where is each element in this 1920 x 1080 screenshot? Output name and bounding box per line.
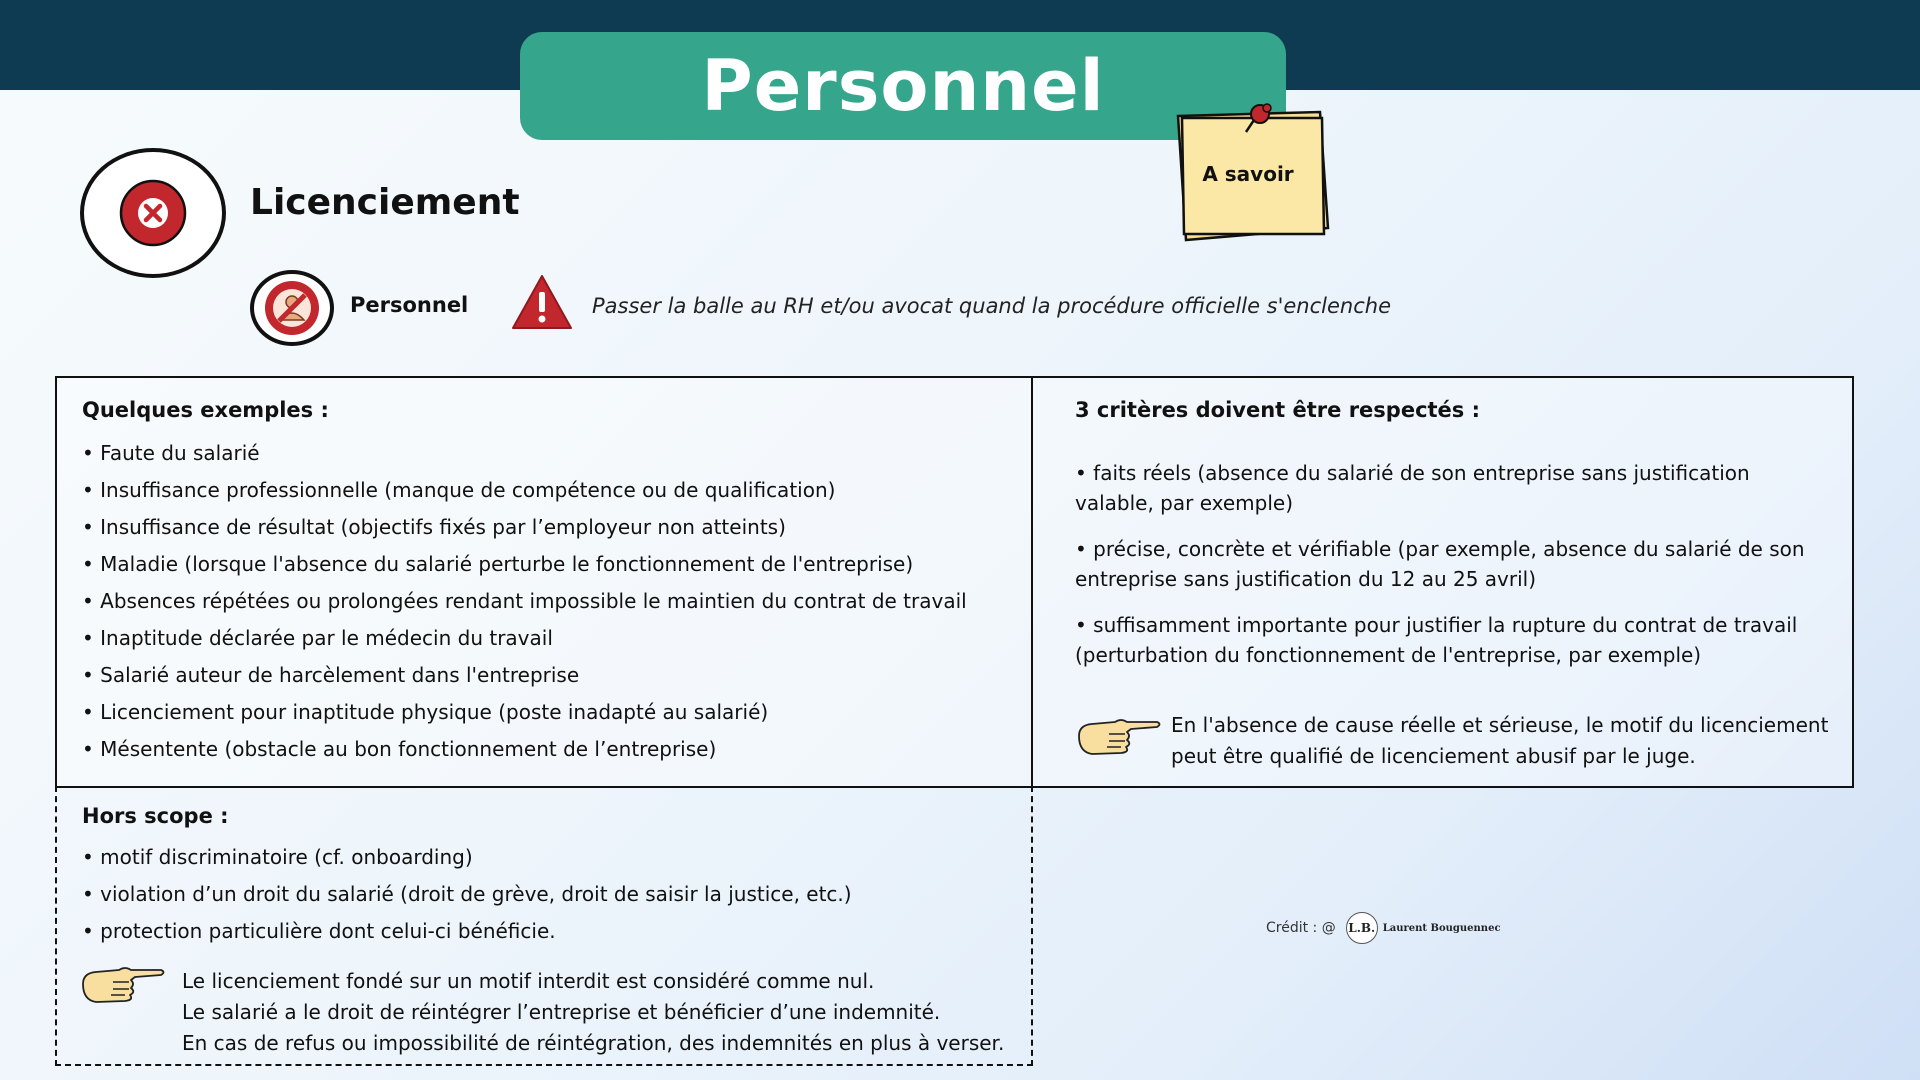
list-item: • Licenciement pour inaptitude physique (poste inadapté au salarié) — [82, 699, 967, 736]
examples-list — [82, 440, 967, 773]
out-of-scope-box — [55, 786, 1033, 1066]
credit — [1266, 912, 1501, 944]
warning-triangle-icon — [510, 272, 574, 336]
x-circle-icon — [118, 178, 188, 248]
credit-label: Crédit : @ — [1266, 920, 1336, 936]
criteria-list — [1075, 458, 1815, 686]
examples-heading: Quelques exemples : — [82, 398, 329, 422]
list-item: • violation d’un droit du salarié (droit de grève, droit de saisir la justice, etc.) — [82, 881, 852, 918]
list-item: • motif discriminatoire (cf. onboarding) — [82, 844, 852, 881]
pointing-hand-icon — [1075, 716, 1163, 758]
criteria-note — [1171, 710, 1851, 772]
warning-text: Passer la balle au RH et/ou avocat quand la procédure officielle s'enclenche — [592, 294, 1392, 318]
list-item: • Faute du salarié — [82, 440, 967, 477]
list-item: • Salarié auteur de harcèlement dans l'entreprise — [82, 662, 967, 699]
list-item: • Mésentente (obstacle au bon fonctionnement de l’entreprise) — [82, 736, 967, 773]
out-of-scope-heading: Hors scope : — [82, 804, 229, 828]
list-item: • précise, concrète et vérifiable (par exemple, absence du salarié de son entreprise sans justification du 12 au 25 avril) — [1075, 534, 1815, 594]
out-of-scope-note-line: En cas de refus ou impossibilité de réintégration, des indemnités en plus à verser. — [182, 1031, 1005, 1055]
list-item: • Inaptitude déclarée par le médecin du travail — [82, 625, 967, 662]
criteria-box — [1031, 376, 1854, 788]
sticky-note — [1168, 102, 1338, 252]
out-of-scope-note — [182, 966, 1012, 1059]
criteria-heading: 3 critères doivent être respectés : — [1075, 398, 1481, 422]
list-item: • Insuffisance professionnelle (manque de compétence ou de qualification) — [82, 477, 967, 514]
list-item: • Maladie (lorsque l'absence du salarié perturbe le fonctionnement de l'entreprise) — [82, 551, 967, 588]
list-item: • protection particulière dont celui-ci bénéficie. — [82, 918, 852, 955]
category-icon-frame — [250, 270, 334, 346]
criteria-note-line: En l'absence de cause réelle et sérieuse, le motif du licenciement — [1171, 713, 1829, 737]
out-of-scope-list — [82, 844, 852, 955]
sticky-note-label: A savoir — [1202, 162, 1294, 186]
page-title: Personnel — [701, 45, 1105, 127]
list-item: • suffisamment importante pour justifier la rupture du contrat de travail (perturbation du fonctionnement de l'entreprise, par exemple) — [1075, 610, 1815, 670]
author-name: Laurent Bouguennec — [1382, 922, 1501, 934]
out-of-scope-note-line: Le salarié a le droit de réintégrer l’entreprise et bénéficier d’une indemnité. — [182, 1000, 941, 1024]
no-person-icon — [263, 279, 321, 337]
list-item: • Insuffisance de résultat (objectifs fixés par l’employeur non atteints) — [82, 514, 967, 551]
pointing-hand-icon — [79, 964, 167, 1006]
category-label: Personnel — [350, 293, 469, 317]
out-of-scope-note-line: Le licenciement fondé sur un motif interdit est considéré comme nul. — [182, 969, 875, 993]
author-logo: L.B. — [1346, 912, 1378, 944]
examples-box — [55, 376, 1033, 788]
topic-title: Licenciement — [250, 182, 520, 223]
list-item: • Absences répétées ou prolongées rendant impossible le maintien du contrat de travail — [82, 588, 967, 625]
topic-icon-frame — [80, 148, 226, 278]
criteria-note-line: peut être qualifié de licenciement abusif par le juge. — [1171, 744, 1696, 768]
list-item: • faits réels (absence du salarié de son entreprise sans justification valable, par exemple) — [1075, 458, 1815, 518]
